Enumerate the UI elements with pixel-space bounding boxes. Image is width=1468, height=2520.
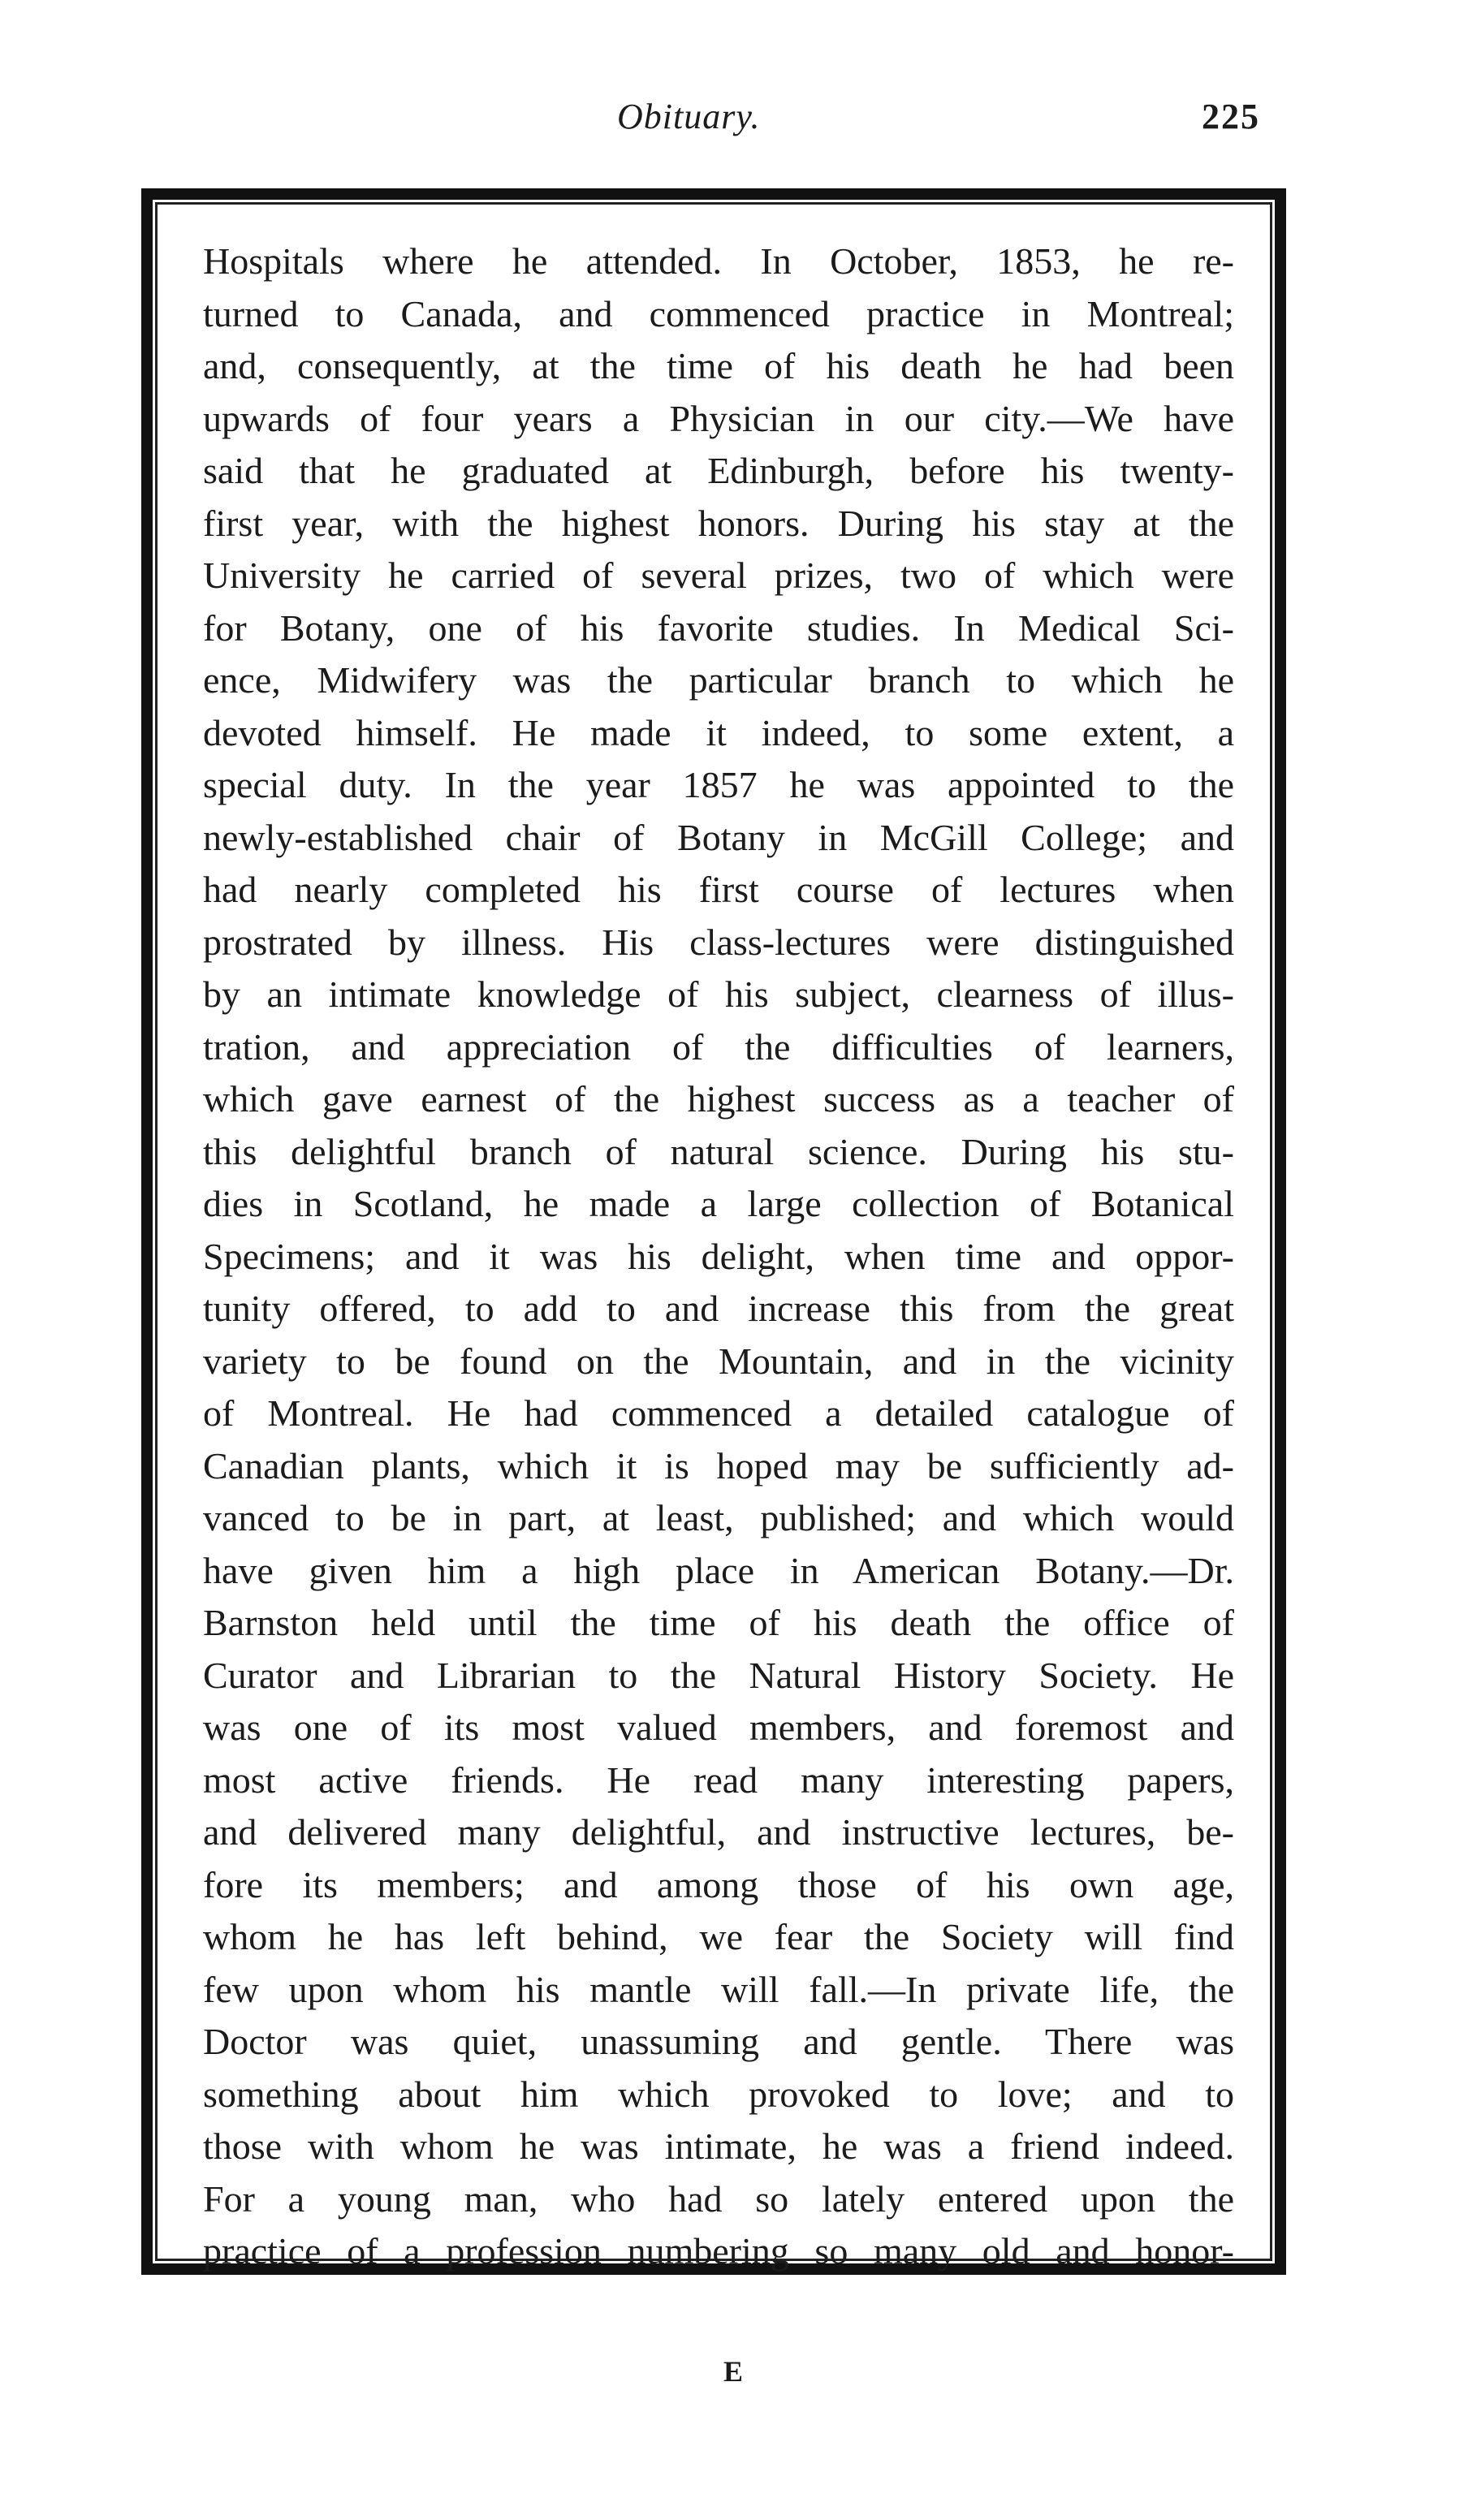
text-line: of Montreal. He had commenced a detailed catalogue of: [203, 1392, 1234, 1434]
text-line: was one of its most valued members, and foremost and: [203, 1707, 1234, 1748]
text-line: most active friends. He read many interesting papers,: [203, 1758, 1234, 1801]
text-line: this delightful branch of natural science. During his stu-: [203, 1130, 1234, 1172]
text-line: For a young man, who had so lately entered upon the: [203, 2177, 1234, 2220]
text-line: had nearly completed his first course of lectures when: [203, 869, 1234, 910]
obituary-body-text: [203, 235, 1234, 2278]
text-line: tration, and appreciation of the difficulties of learners,: [203, 1025, 1234, 1068]
text-line: practice of a profession numbering so many old and honor-: [203, 2230, 1234, 2272]
page-number: 225: [1202, 97, 1260, 136]
text-line: turned to Canada, and commenced practice in Montreal;: [203, 292, 1234, 334]
text-line: first year, with the highest honors. During his stay at the: [203, 502, 1234, 544]
text-line: few upon whom his mantle will fall.—In private life, the: [203, 1968, 1234, 2010]
text-line: those with whom he was intimate, he was a friend indeed.: [203, 2125, 1234, 2167]
text-line: said that he graduated at Edinburgh, before his twenty-: [203, 450, 1234, 491]
text-line: have given him a high place in American Botany.—Dr.: [203, 1549, 1234, 1591]
signature-mark: E: [723, 2355, 745, 2388]
text-line: vanced to be in part, at least, published; and which would: [203, 1497, 1234, 1538]
text-line: whom he has left behind, we fear the Society will find: [203, 1916, 1234, 1957]
text-line: Hospitals where he attended. In October, 1853, he re-: [203, 240, 1234, 282]
text-line: Barnston held until the time of his death the office of: [203, 1602, 1234, 1643]
text-line: devoted himself. He made it indeed, to some extent, a: [203, 711, 1234, 753]
text-line: prostrated by illness. His class-lectures were distinguished: [203, 921, 1234, 963]
text-line: and, consequently, at the time of his death he had been: [203, 345, 1234, 386]
text-line: which gave earnest of the highest success as a teacher of: [203, 1078, 1234, 1120]
text-line: Doctor was quiet, unassuming and gentle. There was: [203, 2021, 1234, 2062]
running-head: [0, 96, 1468, 153]
text-line: Canadian plants, which it is hoped may be sufficiently ad-: [203, 1444, 1234, 1487]
text-line: special duty. In the year 1857 he was appointed to the: [203, 764, 1234, 805]
text-line: dies in Scotland, he made a large collection of Botanical: [203, 1183, 1234, 1224]
running-title: Obituary.: [617, 97, 761, 136]
text-line: by an intimate knowledge of his subject, clearness of illus-: [203, 973, 1234, 1015]
text-line: Specimens; and it was his delight, when time and oppor-: [203, 1235, 1234, 1277]
text-line: and delivered many delightful, and instructive lectures, be-: [203, 1811, 1234, 1853]
text-line: newly-established chair of Botany in McGill College; and: [203, 816, 1234, 858]
text-line: something about him which provoked to love; and to: [203, 2073, 1234, 2115]
text-line: variety to be found on the Mountain, and in the vicinity: [203, 1340, 1234, 1382]
text-line: Curator and Librarian to the Natural History Society. He: [203, 1654, 1234, 1696]
text-line: for Botany, one of his favorite studies. In Medical Sci-: [203, 606, 1234, 649]
text-line: fore its members; and among those of his own age,: [203, 1863, 1234, 1905]
text-line: upwards of four years a Physician in our city.—We have: [203, 397, 1234, 439]
text-line: University he carried of several prizes, two of which were: [203, 554, 1234, 596]
text-line: tunity offered, to add to and increase this from the great: [203, 1288, 1234, 1329]
text-line: ence, Midwifery was the particular branch to which he: [203, 659, 1234, 701]
